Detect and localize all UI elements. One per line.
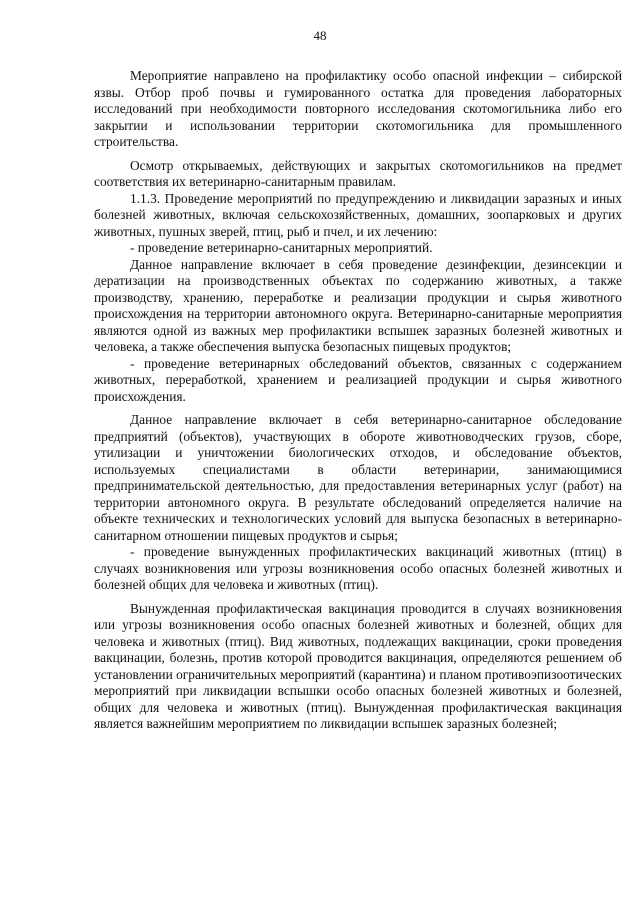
paragraph-disinfection-description: Данное направление включает в себя проведение дезинфекции, дезинсекции и дератизации на производственных объектах по содержанию животных, а также производству, хранению, переработке и реализации продукции и сырья животного происхождения на территории автономного округа. Ветеринарно-санитарные мероприятия являются одной из важных мер профилактики вспышек заразных болезней животных и человека, а также обеспечения выпуска безопасных пищевых продуктов; xyxy=(94,256,622,354)
paragraph-vaccinations-description: Вынужденная профилактическая вакцинация проводится в случаях возникновения или угрозы возникновения особо опасных болезней животных и болезней, общих для человека и животных (птиц). Вид животных, подлежащих вакцинации, сроки проведения вакцинации, болезнь, против которой проводится вакцинация, определяются решением об установлении ограничительных мероприятий (карантина) и планом противоэпизоотических мероприятий при ликвидации вспышки особо опасных болезней животных и болезней, общих для человека и животных (птиц). Вынужденная профилактическая вакцинация является важнейшим мероприятием по ликвидации вспышек заразных болезней; xyxy=(94,600,622,731)
body-text xyxy=(94,68,622,733)
paragraph-inspections-description: Данное направление включает в себя ветеринарно-санитарное обследование предприятий (объектов), участвующих в обороте животноводческих грузов, сборе, утилизации и уничтожении биологических отходов, и обследование объектов, используемых специалистами в области ветеринарии, занимающимися предпринимательской деятельностью, для предоставления ветеринарных услуг (работ) на территории автономного округа. В результате обследований определяется наличие на объекте технических и технологических условий для выпуска безопасных в ветеринарно-санитарном отношении пищевых продуктов и сырья; xyxy=(94,412,622,543)
paragraph-inspections-item: - проведение ветеринарных обследований объектов, связанных с содержанием животных, переработкой, хранением и реализацией продукции и сырья животного происхождения. xyxy=(94,355,622,404)
paragraph-section-1-1-3: 1.1.3. Проведение мероприятий по предупреждению и ликвидации заразных и иных болезней животных, включая сельскохозяйственных, домашних, зоопарковых и других животных, пушных зверей, птиц, рыб и пчел, и их лечению: xyxy=(94,190,622,239)
paragraph-vaccinations-item: - проведение вынужденных профилактических вакцинаций животных (птиц) в случаях возникновения или угрозы возникновения особо опасных болезней животных и болезней общих для человека и животных (птиц). xyxy=(94,544,622,592)
paragraph-sanitary-measures-item: - проведение ветеринарно-санитарных мероприятий. xyxy=(130,240,433,255)
page-number: 48 xyxy=(313,28,327,43)
paragraph-burial-site-inspection: Осмотр открываемых, действующих и закрытых скотомогильников на предмет соответствия их ветеринарно-санитарным правилам. xyxy=(94,157,622,189)
paragraph-anthrax-prevention: Мероприятие направлено на профилактику особо опасной инфекции – сибирской язвы. Отбор проб почвы и гумированного остатка для проведения лабораторных исследований при необходимости повторного исследования скотомогильника либо его закрытии и использовании территории скотомогильника для промышленного строительства. xyxy=(94,68,622,149)
